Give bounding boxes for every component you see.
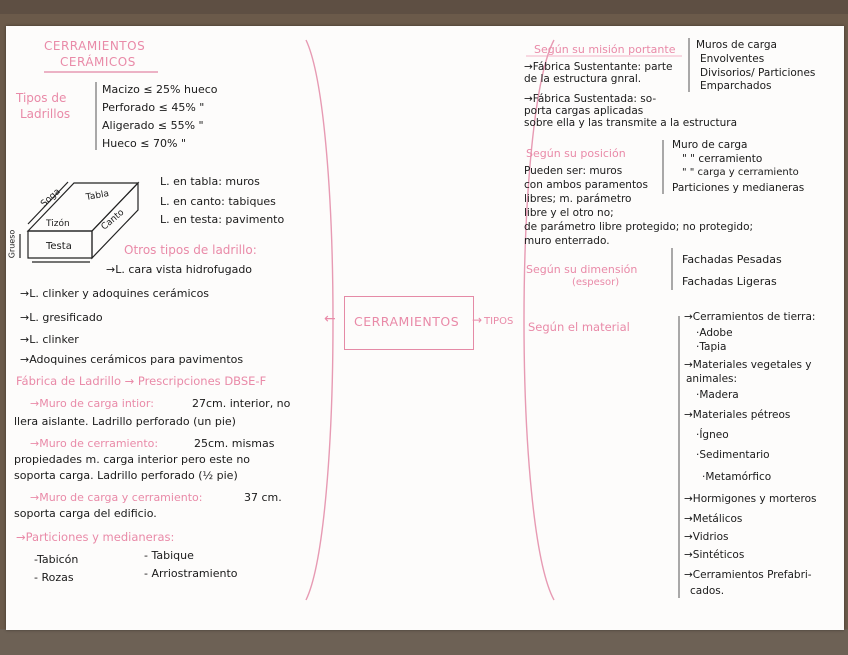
arrow-left: ← [324, 311, 336, 327]
dimension-label: Según su dimensión [526, 263, 638, 276]
material-item-16: cados. [690, 585, 725, 597]
material-item-9: ·Sedimentario [696, 449, 770, 461]
fabrica-title: Fábrica de Ladrillo → Prescripciones DBSE-F [16, 374, 267, 388]
posicion-item-6: muro enterrado. [524, 235, 610, 247]
brick-testa-label: Testa [46, 241, 72, 252]
mision-item-5: sobre ella y las transmite a la estructura [524, 117, 738, 129]
muro2-head: →Muro de cerramiento: [30, 437, 159, 450]
photo-border-bottom [0, 629, 848, 655]
material-label: Según el material [528, 320, 630, 334]
particiones-title: →Particiones y medianeras: [16, 530, 175, 544]
material-item-14: →Sintéticos [684, 549, 745, 561]
material-item-4: →Materiales vegetales y [684, 359, 812, 371]
tipo-hueco: Hueco ≤ 70% " [102, 137, 187, 150]
posicion-item-2: con ambos paramentos [524, 179, 648, 191]
material-item-8: ·Ígneo [696, 429, 729, 441]
otros-title: Otros tipos de ladrillo: [124, 243, 257, 257]
material-item-7: →Materiales pétreos [684, 409, 791, 421]
mision-side-4: Emparchados [700, 80, 772, 92]
brick-soga-label: Soga [39, 186, 63, 210]
muro3-rest: 37 cm. [244, 491, 282, 504]
mision-item-4: porta cargas aplicadas [524, 105, 644, 117]
note-sheet [6, 26, 844, 630]
mision-side-1: Muros de carga [696, 39, 777, 51]
arrow-right: → [472, 313, 483, 327]
dimension-sub: (espesor) [572, 277, 620, 288]
material-item-13: →Vidrios [684, 531, 729, 543]
mision-item-3: →Fábrica Sustentada: so- [524, 93, 657, 105]
particion-arriostramiento: - Arriostramiento [144, 567, 238, 580]
material-item-15: →Cerramientos Prefabri- [684, 569, 812, 581]
title-line2: CERÁMICOS [60, 55, 136, 69]
posicion-side-3: " " carga y cerramiento [682, 167, 799, 178]
particion-rozas: - Rozas [34, 571, 74, 584]
muro3-line2: soporta carga del edificio. [14, 507, 157, 520]
material-item-10: ·Metamórfico [702, 471, 772, 483]
tipos-label: TIPOS [484, 316, 514, 327]
muro2-line2: propiedades m. carga interior pero este no [14, 453, 251, 466]
tipos-label-1: Tipos de [16, 91, 67, 105]
material-item-2: ·Adobe [696, 327, 733, 339]
otros-cara-vista: →L. cara vista hidrofugado [106, 263, 253, 276]
tipo-perforado: Perforado ≤ 45% " [102, 101, 205, 114]
particion-tabique: - Tabique [144, 549, 194, 562]
material-item-11: →Hormigones y morteros [684, 493, 817, 505]
posicion-item-1: Pueden ser: muros [524, 165, 623, 177]
title-line1: CERRAMIENTOS [44, 39, 146, 53]
posicion-item-3: libres; m. parámetro [524, 193, 632, 205]
muro2-rest: 25cm. mismas [194, 437, 275, 450]
muro1-head: →Muro de carga intior: [30, 397, 154, 410]
muro1-line2: llera aislante. Ladrillo perforado (un pie) [14, 415, 236, 428]
posicion-side-2: " " cerramiento [682, 153, 763, 165]
muro2-line3: soporta carga. Ladrillo perforado (½ pie) [14, 469, 238, 482]
mision-item-2: de la estructura gnral. [524, 73, 642, 85]
posicion-item-4: libre y el otro no; [524, 207, 614, 219]
brick-canto-label: Canto [99, 207, 127, 233]
posicion-side-4: Particiones y medianeras [672, 182, 805, 194]
material-item-3: ·Tapia [696, 341, 727, 353]
dimension-pesadas: Fachadas Pesadas [682, 253, 782, 266]
brick-tabla-label: Tabla [85, 189, 110, 203]
material-item-6: ·Madera [696, 389, 739, 401]
posicion-testa: L. en testa: pavimento [160, 213, 285, 226]
brick-tizon-label: Tizón [46, 219, 70, 229]
otros-gresificado: →L. gresificado [20, 311, 103, 324]
posicion-canto: L. en canto: tabiques [160, 195, 276, 208]
photo-border-top [0, 0, 848, 14]
material-item-12: →Metálicos [684, 513, 743, 525]
posicion-side-1: Muro de carga [672, 139, 748, 151]
muro3-head: →Muro de carga y cerramiento: [30, 491, 203, 504]
mision-side-3: Divisorios/ Particiones [700, 67, 816, 79]
otros-adoquines-pavimento: →Adoquines cerámicos para pavimentos [20, 353, 244, 366]
material-item-5: animales: [686, 373, 738, 385]
muro1-rest: 27cm. interior, no [192, 397, 291, 410]
otros-clinker-adoquines: →L. clinker y adoquines cerámicos [20, 287, 210, 300]
brick-grueso-label: Grueso [7, 229, 17, 259]
posicion-item-5: de parámetro libre protegido; no protegido; [524, 221, 754, 233]
dimension-ligeras: Fachadas Ligeras [682, 275, 777, 288]
material-item-1: →Cerramientos de tierra: [684, 311, 816, 323]
tipos-label-2: Ladrillos [20, 107, 71, 121]
tipo-aligerado: Aligerado ≤ 55% " [102, 119, 204, 132]
posicion-tabla: L. en tabla: muros [160, 175, 260, 188]
particion-tabicon: -Tabicón [34, 553, 79, 566]
posicion-label: Según su posición [526, 147, 626, 160]
mision-label: Según su misión portante [534, 43, 676, 56]
mision-side-2: Envolventes [700, 53, 765, 65]
cerramientos-main-label: CERRAMIENTOS [354, 314, 460, 329]
otros-clinker: →L. clinker [20, 333, 79, 346]
tipo-macizo: Macizo ≤ 25% hueco [102, 83, 218, 96]
mision-item-1: →Fábrica Sustentante: parte [524, 61, 673, 73]
